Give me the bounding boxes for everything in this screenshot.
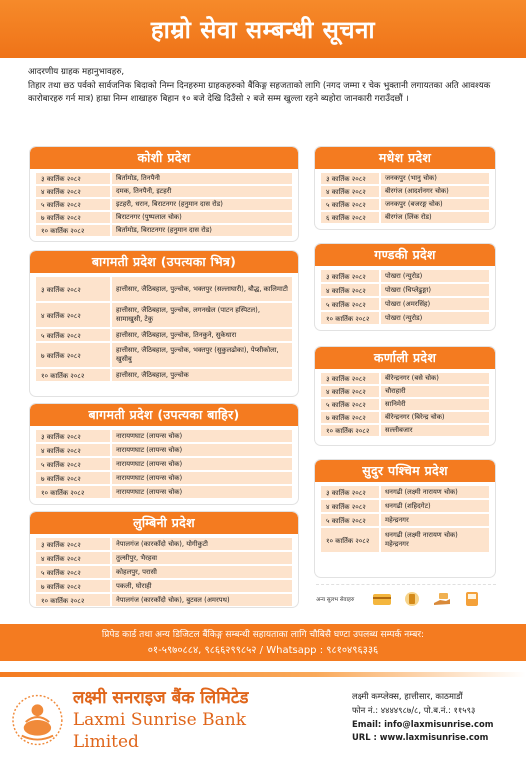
date-cell: ४ कार्तिक २०८२: [36, 303, 110, 327]
schedule-row: [36, 186, 292, 197]
schedule-row: [321, 312, 489, 324]
sudurpaschim-province-panel: [314, 459, 496, 578]
branch-cell: बिर्तामोड, बिराटनगर (हनुमान दास रोड): [112, 225, 292, 236]
phone: फोन नं.: ४४४४९८७/८, पो.ब.नं.: ११५९३: [352, 704, 476, 715]
schedule-row: [36, 594, 292, 606]
schedule-row: [36, 430, 292, 442]
bank-name-block: [73, 687, 312, 753]
schedule-row: [36, 329, 292, 341]
branch-cell: बिर्तामोड, तिनपैनी: [112, 173, 292, 184]
date-cell: ३ कार्तिक २०८२: [321, 270, 379, 282]
date-cell: ५ कार्तिक २०८२: [321, 298, 379, 310]
schedule-row: [321, 399, 489, 410]
date-cell: ५ कार्तिक २०८२: [321, 514, 379, 526]
date-cell: ३ कार्तिक २०८२: [321, 373, 379, 384]
branch-cell: नारायणघाट (लायन्स चोक): [112, 486, 292, 498]
branch-cell: हात्तीसार, जैठिबहाल, पुल्चोक, भक्तपुर (सुकुलढोका), पेप्सीकोला, खुसीबु: [112, 343, 292, 367]
address: लक्ष्मी कम्प्लेक्स, हात्तीसार, काठमाडौं: [352, 691, 463, 701]
schedule-row: [36, 486, 292, 498]
branch-cell: नेपालगंज (कारकाँदो चोक), योगीकुटी: [112, 538, 292, 550]
panel-title: कर्णाली प्रदेश: [315, 347, 495, 369]
date-cell: ५ कार्तिक २०८२: [36, 329, 110, 341]
panel-title: गण्डकी प्रदेश: [315, 244, 495, 266]
date-cell: ७ कार्तिक २०८२: [36, 343, 110, 367]
branch-cell: [381, 528, 489, 552]
schedule-row: [36, 225, 292, 236]
branch-cell: सानिमेरी: [381, 399, 489, 410]
branch-cell: हात्तीसार, जैठिबहाल, पुल्चोक, लगनखेल (पाटन हस्पिटल), सामाखुसी, टेकु: [112, 303, 292, 327]
branch-cell: महेन्द्रनगर: [381, 514, 489, 526]
date-cell: १० कार्तिक २०८२: [36, 594, 110, 606]
schedule-row: [321, 270, 489, 282]
date-cell: ६ कार्तिक २०८२: [321, 212, 379, 223]
notice-banner: [0, 0, 526, 58]
bank-logo: [12, 688, 312, 752]
date-cell: ७ कार्तिक २०८२: [321, 412, 379, 423]
notice-body: तिहार तथा छठ पर्वको सार्वजनिक बिदाको निम्न दिनहरुमा ग्राहकहरुको बैंकिङ्ग सहजताको लागि (नगद जम्मा र चेक भुक्तानी लगायतका अति आवश्यक कारोबारहरु गर्न मात्र) हाम्रा निम्न शाखाहरु बिहान १० बजे देखि दिउँसो २ बजे सम्म खुल्ला रहने ब्यहोरा जानकारी गराउँदछौं ।: [28, 81, 491, 105]
orange-divider: [0, 672, 526, 677]
panel-title: सुदुर पश्चिम प्रदेश: [315, 460, 495, 482]
schedule-row: [36, 277, 292, 301]
schedule-row: [36, 212, 292, 223]
atm-icon: [462, 591, 482, 607]
date-cell: १० कार्तिक २०८२: [321, 312, 379, 324]
branch-cell: जनकपुर (भानु चोक): [381, 173, 489, 184]
date-cell: ५ कार्तिक २०८२: [36, 458, 110, 470]
schedule-row: [321, 199, 489, 210]
hotline-bar: [0, 624, 526, 661]
bagmati-valley-panel: [29, 250, 299, 397]
branch-cell: नारायणघाट (लायन्स चोक): [112, 430, 292, 442]
branch-cell: पोखरा (चिप्लेढुङ्गा): [381, 284, 489, 296]
schedule-row: [36, 369, 292, 381]
date-cell: ७ कार्तिक २०८२: [36, 472, 110, 484]
contact-info: [352, 690, 522, 745]
branch-cell: कोहलपुर, परासी: [112, 566, 292, 578]
karnali-province-panel: [314, 346, 496, 446]
branch-cell: नेपालगंज (कारकाँदो चोक), बुटवल (अमरपथ): [112, 594, 292, 606]
koshi-province-panel: [29, 146, 299, 242]
date-cell: ७ कार्तिक २०८२: [36, 580, 110, 592]
madhesh-province-panel: [314, 146, 496, 230]
schedule-row: [36, 552, 292, 564]
panel-title: बागमती प्रदेश (उपत्यका बाहिर): [30, 404, 298, 426]
branch-cell: जनकपुर (बजरङ्ग चोक): [381, 199, 489, 210]
mobile-banking-icon: [402, 591, 422, 607]
hotline-text: प्रिपेड कार्ड तथा अन्य डिजिटल बैंकिङ्ग सम्बन्धी सहायताका लागि चौबिसै घण्टा उपलब्ध सम्पर्क नम्बर:: [101, 630, 425, 640]
schedule-row: [321, 186, 489, 197]
date-cell: ३ कार्तिक २०८२: [36, 538, 110, 550]
website-url[interactable]: URL : www.laxmisunrise.com: [352, 732, 489, 743]
laxmi-logo-icon: [12, 692, 63, 748]
branch-cell: हात्तीसार, जैठिबहाल, पुल्चोक, भक्तपुर (सल्लाघारी), बौद्ध, कालिमाटी: [112, 277, 292, 301]
date-cell: १० कार्तिक २०८२: [36, 225, 110, 236]
other-services-label: अन्य सुलभ सेवाहरु: [316, 596, 355, 603]
branch-cell: पोखरा (न्युरोड): [381, 312, 489, 324]
date-cell: ३ कार्तिक २०८२: [36, 277, 110, 301]
other-services-strip: [316, 584, 496, 610]
branch-cell: बीरेन्द्रनगर (बसे चोक): [381, 373, 489, 384]
schedule-row: [36, 458, 292, 470]
date-cell: ५ कार्तिक २०८२: [321, 399, 379, 410]
branch-line: धनगढी (लक्ष्मी नारायण चोक): [385, 531, 458, 539]
branch-cell: बीरगंज (आदर्शनगर चोक): [381, 186, 489, 197]
date-cell: १० कार्तिक २०८२: [36, 486, 110, 498]
branch-cell: पोखरा (अमरसिंह): [381, 298, 489, 310]
date-cell: ४ कार्तिक २०८२: [36, 444, 110, 456]
date-cell: ४ कार्तिक २०८२: [36, 552, 110, 564]
branch-cell: तुल्सीपुर, भैरहवा: [112, 552, 292, 564]
schedule-row: [36, 343, 292, 367]
branch-cell: बीरगंज (लिंक रोड): [381, 212, 489, 223]
schedule-row: [36, 538, 292, 550]
bank-name-english: Laxmi Sunrise Bank Limited: [72, 710, 246, 752]
bank-name-nepali: लक्ष्मी सनराइज बैंक लिमिटेड: [72, 688, 249, 708]
bagmati-outside-valley-panel: [29, 403, 299, 505]
email[interactable]: Email: info@laxmisunrise.com: [352, 718, 494, 729]
branch-cell: पकली, घोराही: [112, 580, 292, 592]
date-cell: ४ कार्तिक २०८२: [321, 500, 379, 512]
schedule-row: [36, 444, 292, 456]
branch-cell: धनगढी (शहिदगेट): [381, 500, 489, 512]
date-cell: ५ कार्तिक २०८२: [36, 566, 110, 578]
date-cell: १० कार्तिक २०८२: [36, 369, 110, 381]
schedule-row: [321, 425, 489, 436]
branch-cell: हात्तीसार, जैठिबहाल, पुल्चोक, तिनकुने, सुकेधारा: [112, 329, 292, 341]
notice-title: हाम्रो सेवा सम्बन्धी सूचना: [150, 15, 376, 44]
panel-title: मधेश प्रदेश: [315, 147, 495, 169]
branch-cell: पोखरा (न्युरोड): [381, 270, 489, 282]
hotline-numbers: ०१-५९७०८८४, ९८६६२९९८५२ / Whatsapp : ९८१०४९६३३६: [147, 645, 379, 656]
notice-greeting: आदरणीय ग्राहक महानुभावहरु,: [28, 67, 125, 77]
card-icon: [372, 591, 392, 607]
branch-cell: सल्लीबजार: [381, 425, 489, 436]
schedule-row: [36, 472, 292, 484]
branch-cell: नारायणघाट (लायन्स चोक): [112, 444, 292, 456]
date-cell: ३ कार्तिक २०८२: [321, 173, 379, 184]
date-cell: ३ कार्तिक २०८२: [36, 173, 110, 184]
branch-cell: इटहरी, धरान, बिराटनगर (हनुमान दास रोड): [112, 199, 292, 210]
branch-cell: बीरेन्द्रनगर (बिरेन्द्र चोक): [381, 412, 489, 423]
branch-cell: हात्तीसार, जैठिबहाल, पुल्चोक: [112, 369, 292, 381]
schedule-row: [321, 298, 489, 310]
schedule-row: [321, 412, 489, 423]
notice-text: [28, 66, 504, 108]
schedule-row: [36, 303, 292, 327]
date-cell: ४ कार्तिक २०८२: [321, 284, 379, 296]
schedule-row: [321, 486, 489, 498]
schedule-row: [36, 173, 292, 184]
schedule-row: [321, 528, 489, 552]
date-cell: ७ कार्तिक २०८२: [36, 212, 110, 223]
schedule-row: [36, 580, 292, 592]
branch-cell: धनगढी (लक्ष्मी नारायण चोक): [381, 486, 489, 498]
date-cell: १० कार्तिक २०८२: [321, 425, 379, 436]
date-cell: ५ कार्तिक २०८२: [36, 199, 110, 210]
schedule-row: [321, 514, 489, 526]
panel-title: बागमती प्रदेश (उपत्यका भित्र): [30, 251, 298, 273]
branch-line: महेन्द्रनगर: [385, 540, 409, 548]
schedule-row: [36, 566, 292, 578]
schedule-row: [321, 284, 489, 296]
branch-cell: नारायणघाट (लायन्स चोक): [112, 458, 292, 470]
date-cell: ३ कार्तिक २०८२: [321, 486, 379, 498]
hand-card-icon: [432, 591, 452, 607]
branch-cell: बिराटनगर (पुष्पलाल चोक): [112, 212, 292, 223]
date-cell: १० कार्तिक २०८२: [321, 528, 379, 552]
schedule-row: [321, 500, 489, 512]
date-cell: ५ कार्तिक २०८२: [321, 199, 379, 210]
date-cell: ४ कार्तिक २०८२: [36, 186, 110, 197]
gandaki-province-panel: [314, 243, 496, 331]
panel-title: कोशी प्रदेश: [30, 147, 298, 169]
schedule-row: [321, 373, 489, 384]
schedule-row: [36, 199, 292, 210]
schedule-row: [321, 386, 489, 397]
branch-cell: चौराहारी: [381, 386, 489, 397]
date-cell: ३ कार्तिक २०८२: [36, 430, 110, 442]
lumbini-province-panel: [29, 511, 299, 608]
date-cell: ४ कार्तिक २०८२: [321, 386, 379, 397]
panel-title: लुम्बिनी प्रदेश: [30, 512, 298, 534]
date-cell: ४ कार्तिक २०८२: [321, 186, 379, 197]
branch-cell: दमक, तिनपैनी, इटहरी: [112, 186, 292, 197]
schedule-row: [321, 173, 489, 184]
branch-cell: नारायणघाट (लायन्स चोक): [112, 472, 292, 484]
schedule-row: [321, 212, 489, 223]
